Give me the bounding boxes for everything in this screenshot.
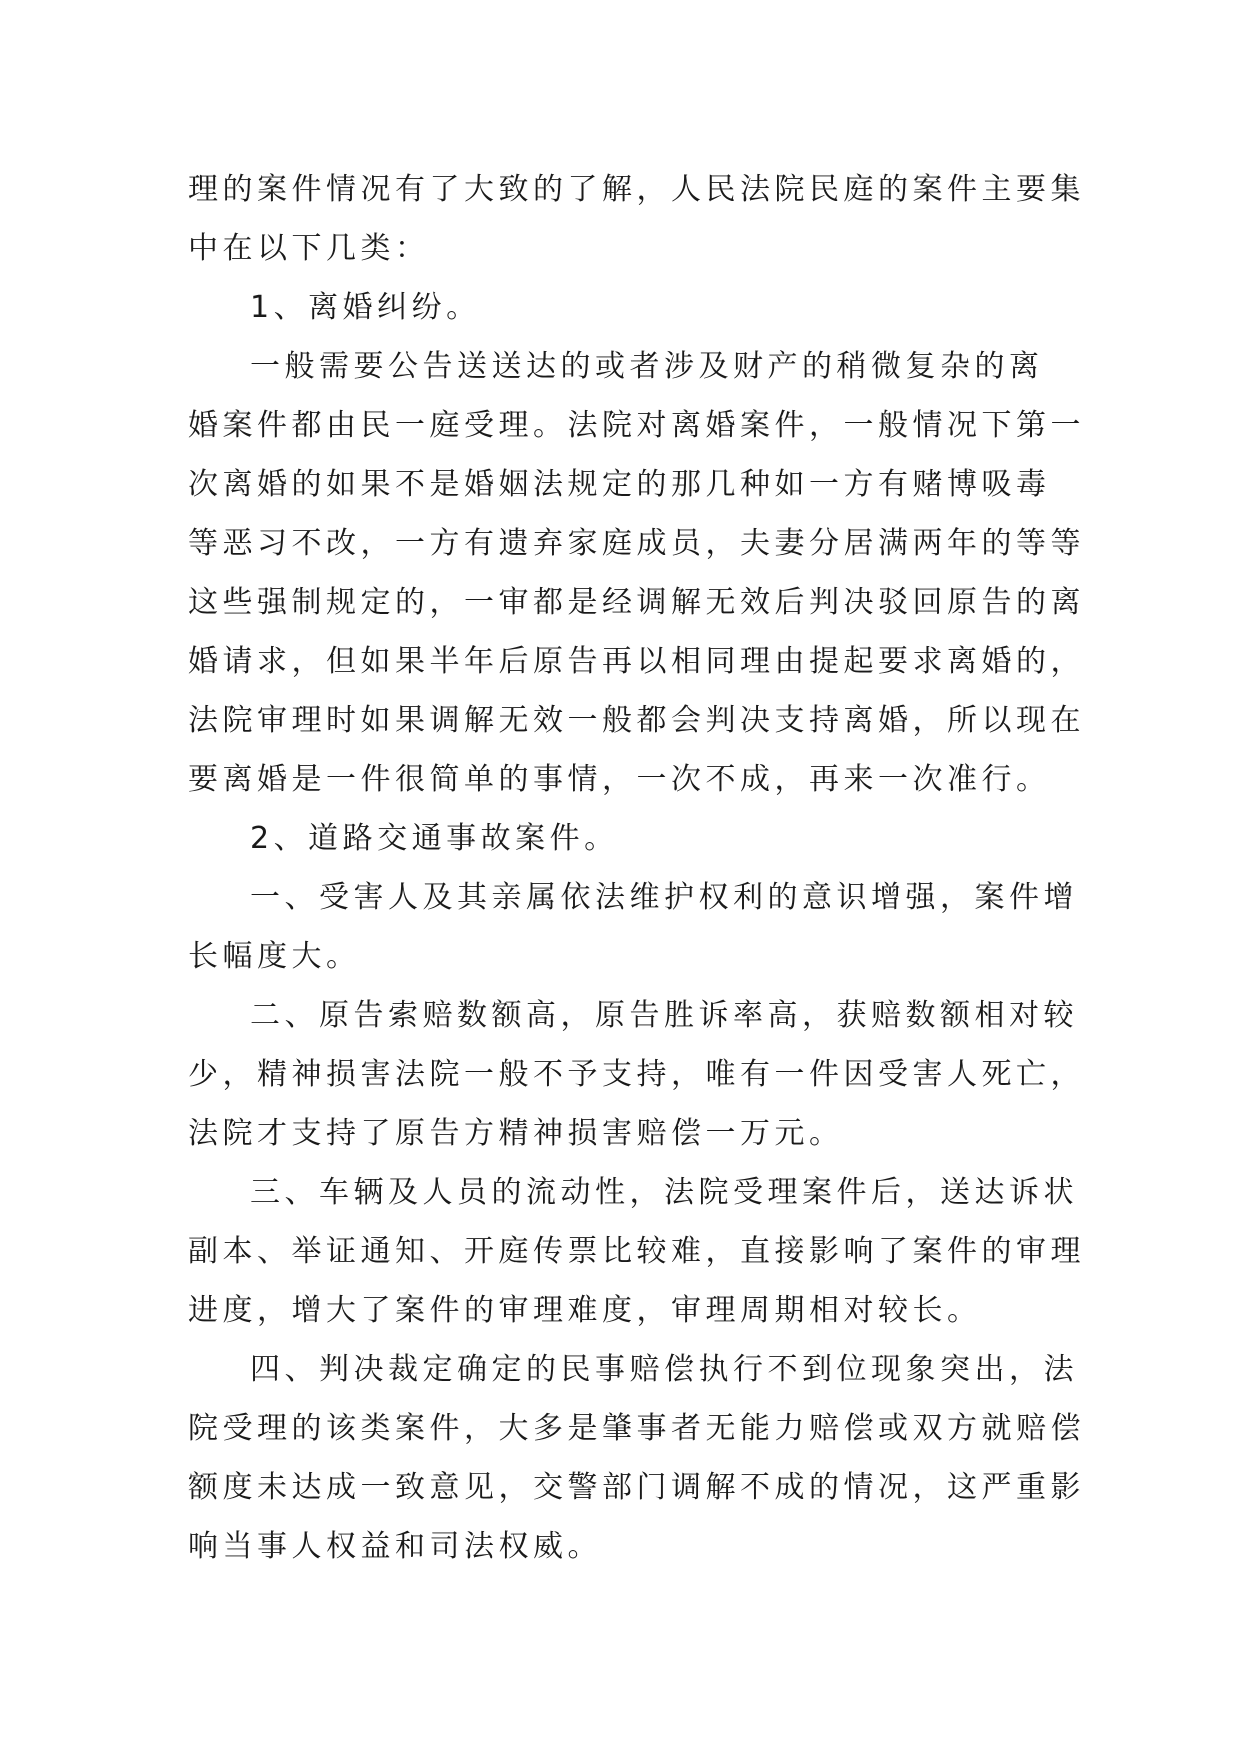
text-line: 二、原告索赔数额高，原告胜诉率高，获赔数额相对较 — [250, 998, 1078, 1033]
text-line: 理的案件情况有了大致的了解，人民法院民庭的案件主要集 — [188, 172, 1085, 207]
text-line: 长幅度大。 — [188, 939, 361, 974]
text-line: 一般需要公告送送达的或者涉及财产的稍微复杂的离 — [250, 349, 1044, 384]
text-line: 响当事人权益和司法权威。 — [188, 1529, 602, 1564]
text-line: 法院才支持了原告方精神损害赔偿一万元。 — [188, 1116, 844, 1151]
text-line: 这些强制规定的，一审都是经调解无效后判决驳回原告的离 — [188, 585, 1085, 620]
text-line: 进度，增大了案件的审理难度，审理周期相对较长。 — [188, 1293, 982, 1328]
text-line: 婚案件都由民一庭受理。法院对离婚案件，一般情况下第一 — [188, 408, 1085, 443]
document-page — [188, 160, 1085, 1576]
text-line: 次离婚的如果不是婚姻法规定的那几种如一方有赌博吸毒 — [188, 467, 1051, 502]
section-heading: 2、道路交通事故案件。 — [250, 821, 619, 856]
text-line: 法院审理时如果调解无效一般都会判决支持离婚，所以现在 — [188, 703, 1085, 738]
text-line: 四、判决裁定确定的民事赔偿执行不到位现象突出，法 — [250, 1352, 1078, 1387]
section-heading: 1、离婚纠纷。 — [250, 290, 481, 325]
text-line: 要离婚是一件很简单的事情，一次不成，再来一次准行。 — [188, 762, 1051, 797]
text-line: 副本、举证通知、开庭传票比较难，直接影响了案件的审理 — [188, 1234, 1085, 1269]
text-line: 一、受害人及其亲属依法维护权利的意识增强，案件增 — [250, 880, 1078, 915]
text-line: 少，精神损害法院一般不予支持，唯有一件因受害人死亡， — [188, 1057, 1085, 1092]
text-line: 等恶习不改，一方有遗弃家庭成员，夫妻分居满两年的等等 — [188, 526, 1085, 561]
text-line: 额度未达成一致意见，交警部门调解不成的情况，这严重影 — [188, 1470, 1085, 1505]
text-line: 婚请求，但如果半年后原告再以相同理由提起要求离婚的， — [188, 644, 1085, 679]
text-line: 中在以下几类： — [188, 231, 430, 266]
text-line: 院受理的该类案件，大多是肇事者无能力赔偿或双方就赔偿 — [188, 1411, 1085, 1446]
text-line: 三、车辆及人员的流动性，法院受理案件后，送达诉状 — [250, 1175, 1078, 1210]
